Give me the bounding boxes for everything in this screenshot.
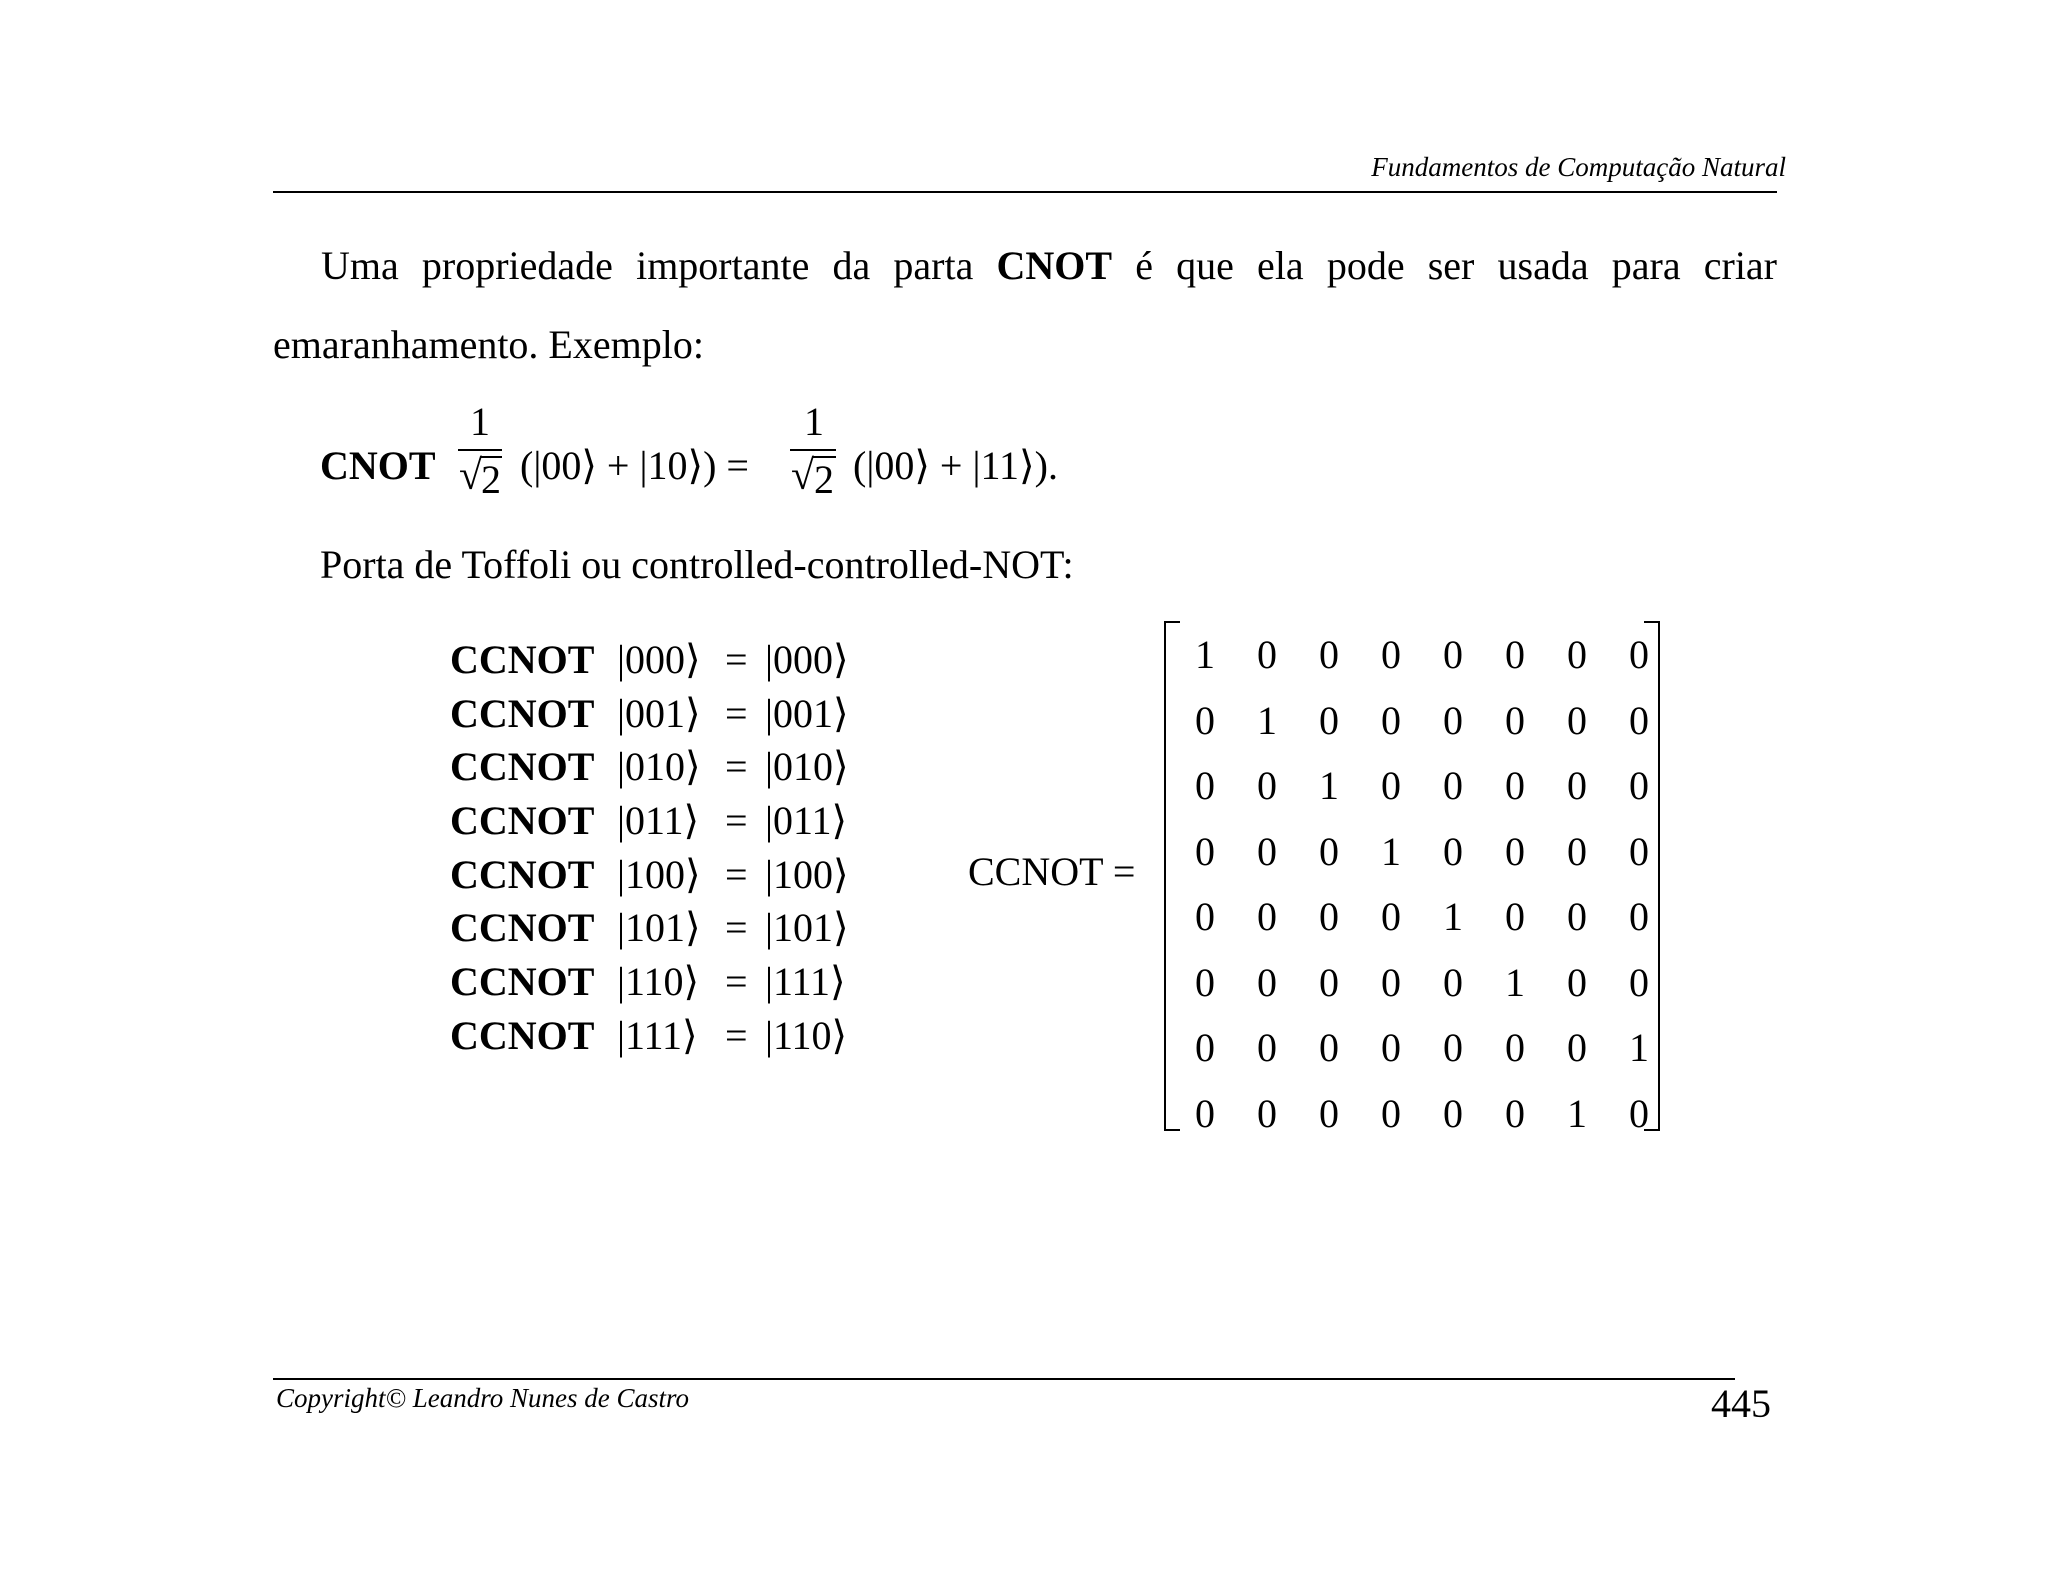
ccnot-eq: = xyxy=(725,690,748,736)
matrix-cell: 0 xyxy=(1381,894,1401,939)
fraction2-bar xyxy=(790,449,836,451)
page-number: 445 xyxy=(1711,1381,1771,1426)
matrix-cell: 0 xyxy=(1195,894,1215,939)
ccnot-eq: = xyxy=(725,798,748,844)
running-header: Fundamentos de Computação Natural xyxy=(1371,152,1786,182)
list-item xyxy=(450,1009,875,1063)
fraction1-denominator: 2 xyxy=(481,457,501,502)
matrix-cell: 0 xyxy=(1195,1090,1215,1136)
equation-lhs-state: (|00⟩ + |10⟩) = xyxy=(520,443,749,488)
ccnot-op: CCNOT xyxy=(450,744,595,790)
matrix-cell: 0 xyxy=(1319,697,1339,743)
matrix-cell: 0 xyxy=(1381,632,1401,677)
ccnot-input: |001⟩ xyxy=(617,690,701,736)
fraction1-sqrt-sign: √ xyxy=(459,453,483,499)
matrix-cell: 0 xyxy=(1629,763,1649,808)
ccnot-op: CCNOT xyxy=(450,959,595,1005)
list-item xyxy=(450,633,875,687)
list-item xyxy=(450,848,875,902)
header-rule xyxy=(273,191,1777,193)
matrix-cell: 0 xyxy=(1195,828,1215,874)
paragraph-toffoli: Porta de Toffoli ou controlled-controlled-NOT: xyxy=(320,542,1074,587)
matrix-cell: 0 xyxy=(1505,697,1525,743)
matrix-cell: 1 xyxy=(1629,1025,1649,1070)
matrix-cell: 0 xyxy=(1319,828,1339,874)
paragraph-intro xyxy=(273,243,1778,288)
matrix-cell: 0 xyxy=(1443,697,1463,743)
matrix-cell: 0 xyxy=(1629,697,1649,743)
footer-copyright: Copyright© Leandro Nunes de Castro xyxy=(276,1383,690,1413)
matrix-cell: 0 xyxy=(1505,894,1525,939)
list-item xyxy=(450,794,875,848)
matrix-cell: 0 xyxy=(1257,894,1277,939)
matrix-cell: 0 xyxy=(1381,1090,1401,1136)
matrix-cell: 0 xyxy=(1257,828,1277,874)
matrix-cell: 0 xyxy=(1567,632,1587,677)
list-item xyxy=(450,740,875,794)
ccnot-op: CCNOT xyxy=(450,851,595,897)
matrix-cell: 1 xyxy=(1505,959,1525,1005)
matrix-cell: 0 xyxy=(1319,1025,1339,1070)
matrix-cell: 0 xyxy=(1567,894,1587,939)
ccnot-eq: = xyxy=(725,959,748,1005)
matrix-cell: 0 xyxy=(1443,959,1463,1005)
paragraph-intro-text-a: Uma propriedade importante da parta xyxy=(321,243,997,288)
fraction1-bar xyxy=(458,449,502,451)
matrix-cell: 0 xyxy=(1195,697,1215,743)
matrix-cell: 1 xyxy=(1257,697,1277,743)
paragraph-intro-text-b: é que ela pode ser usada para criar xyxy=(1112,243,1778,288)
ccnot-input: |111⟩ xyxy=(617,1012,698,1058)
list-item xyxy=(450,901,875,955)
ccnot-output: |110⟩ xyxy=(765,1012,848,1058)
ccnot-output: |111⟩ xyxy=(765,959,846,1005)
matrix-cell: 0 xyxy=(1319,959,1339,1005)
matrix-cell: 0 xyxy=(1257,632,1277,677)
ccnot-op: CCNOT xyxy=(450,690,595,736)
matrix-cell: 0 xyxy=(1567,959,1587,1005)
ccnot-output: |100⟩ xyxy=(765,851,849,897)
matrix-cell: 0 xyxy=(1195,1025,1215,1070)
fraction2-numerator: 1 xyxy=(804,399,824,444)
matrix-cell: 0 xyxy=(1257,1090,1277,1136)
ccnot-matrix xyxy=(1164,621,1660,1136)
ccnot-op: CCNOT xyxy=(450,1012,595,1058)
matrix-cell: 0 xyxy=(1319,632,1339,677)
matrix-cell: 0 xyxy=(1381,1025,1401,1070)
ccnot-eq: = xyxy=(725,1012,748,1058)
matrix-cell: 0 xyxy=(1195,763,1215,808)
matrix-cell: 1 xyxy=(1567,1090,1587,1136)
matrix-cell: 0 xyxy=(1443,1025,1463,1070)
ccnot-eq: = xyxy=(725,744,748,790)
matrix-cell: 0 xyxy=(1567,1025,1587,1070)
matrix-cell: 0 xyxy=(1443,1090,1463,1136)
ccnot-input: |100⟩ xyxy=(617,851,701,897)
matrix-cell: 0 xyxy=(1257,959,1277,1005)
ccnot-input: |010⟩ xyxy=(617,744,701,790)
list-item xyxy=(450,687,875,741)
matrix-cell: 0 xyxy=(1629,894,1649,939)
ccnot-eq: = xyxy=(725,905,748,951)
matrix-cell: 0 xyxy=(1567,828,1587,874)
matrix-cell: 0 xyxy=(1381,697,1401,743)
matrix-cell: 0 xyxy=(1257,763,1277,808)
matrix-cell: 0 xyxy=(1629,959,1649,1005)
list-item xyxy=(450,955,875,1009)
matrix-cell: 0 xyxy=(1629,1090,1649,1136)
ccnot-eq: = xyxy=(725,851,748,897)
matrix-cell: 0 xyxy=(1319,894,1339,939)
matrix-cell: 0 xyxy=(1505,1090,1525,1136)
ccnot-input: |110⟩ xyxy=(617,959,700,1005)
matrix-cell: 0 xyxy=(1505,828,1525,874)
matrix-cell: 0 xyxy=(1567,697,1587,743)
ccnot-output: |010⟩ xyxy=(765,744,849,790)
matrix-cell: 0 xyxy=(1319,1090,1339,1136)
ccnot-op: CCNOT xyxy=(450,905,595,951)
footer-rule xyxy=(273,1378,1735,1380)
matrix-cell: 0 xyxy=(1195,959,1215,1005)
ccnot-eq: = xyxy=(725,637,748,682)
matrix-cell: 0 xyxy=(1443,828,1463,874)
matrix-grid xyxy=(1174,622,1670,1146)
matrix-cell: 0 xyxy=(1629,828,1649,874)
matrix-cell: 0 xyxy=(1567,763,1587,808)
matrix-cell: 0 xyxy=(1505,632,1525,677)
equation-operator: CNOT xyxy=(320,443,436,488)
ccnot-output: |011⟩ xyxy=(765,798,848,844)
paragraph-intro-bold: CNOT xyxy=(996,243,1113,288)
matrix-cell: 0 xyxy=(1443,632,1463,677)
matrix-cell: 0 xyxy=(1629,632,1649,677)
matrix-cell: 1 xyxy=(1381,828,1401,874)
equation-rhs-state: (|00⟩ + |11⟩). xyxy=(853,443,1058,488)
matrix-cell: 0 xyxy=(1257,1025,1277,1070)
ccnot-truth-list xyxy=(450,633,875,1063)
matrix-cell: 1 xyxy=(1195,632,1215,677)
fraction2-sqrt-sign: √ xyxy=(791,453,815,499)
paragraph-intro-line2: emaranhamento. Exemplo: xyxy=(273,322,704,367)
matrix-cell: 0 xyxy=(1381,959,1401,1005)
matrix-cell: 1 xyxy=(1443,894,1463,939)
fraction1-numerator: 1 xyxy=(470,399,490,444)
ccnot-output: |101⟩ xyxy=(765,905,849,951)
ccnot-output: |001⟩ xyxy=(765,690,849,736)
matrix-cell: 0 xyxy=(1505,1025,1525,1070)
ccnot-input: |011⟩ xyxy=(617,798,700,844)
ccnot-op: CCNOT xyxy=(450,798,595,844)
ccnot-input: |101⟩ xyxy=(617,905,701,951)
matrix-cell: 1 xyxy=(1319,763,1339,808)
fraction2-denominator: 2 xyxy=(814,457,834,502)
ccnot-input: |000⟩ xyxy=(617,637,701,682)
matrix-label: CCNOT = xyxy=(968,849,1136,894)
matrix-cell: 0 xyxy=(1505,763,1525,808)
ccnot-output: |000⟩ xyxy=(765,637,849,682)
matrix-cell: 0 xyxy=(1381,763,1401,808)
matrix-cell: 0 xyxy=(1443,763,1463,808)
ccnot-op: CCNOT xyxy=(450,637,595,682)
